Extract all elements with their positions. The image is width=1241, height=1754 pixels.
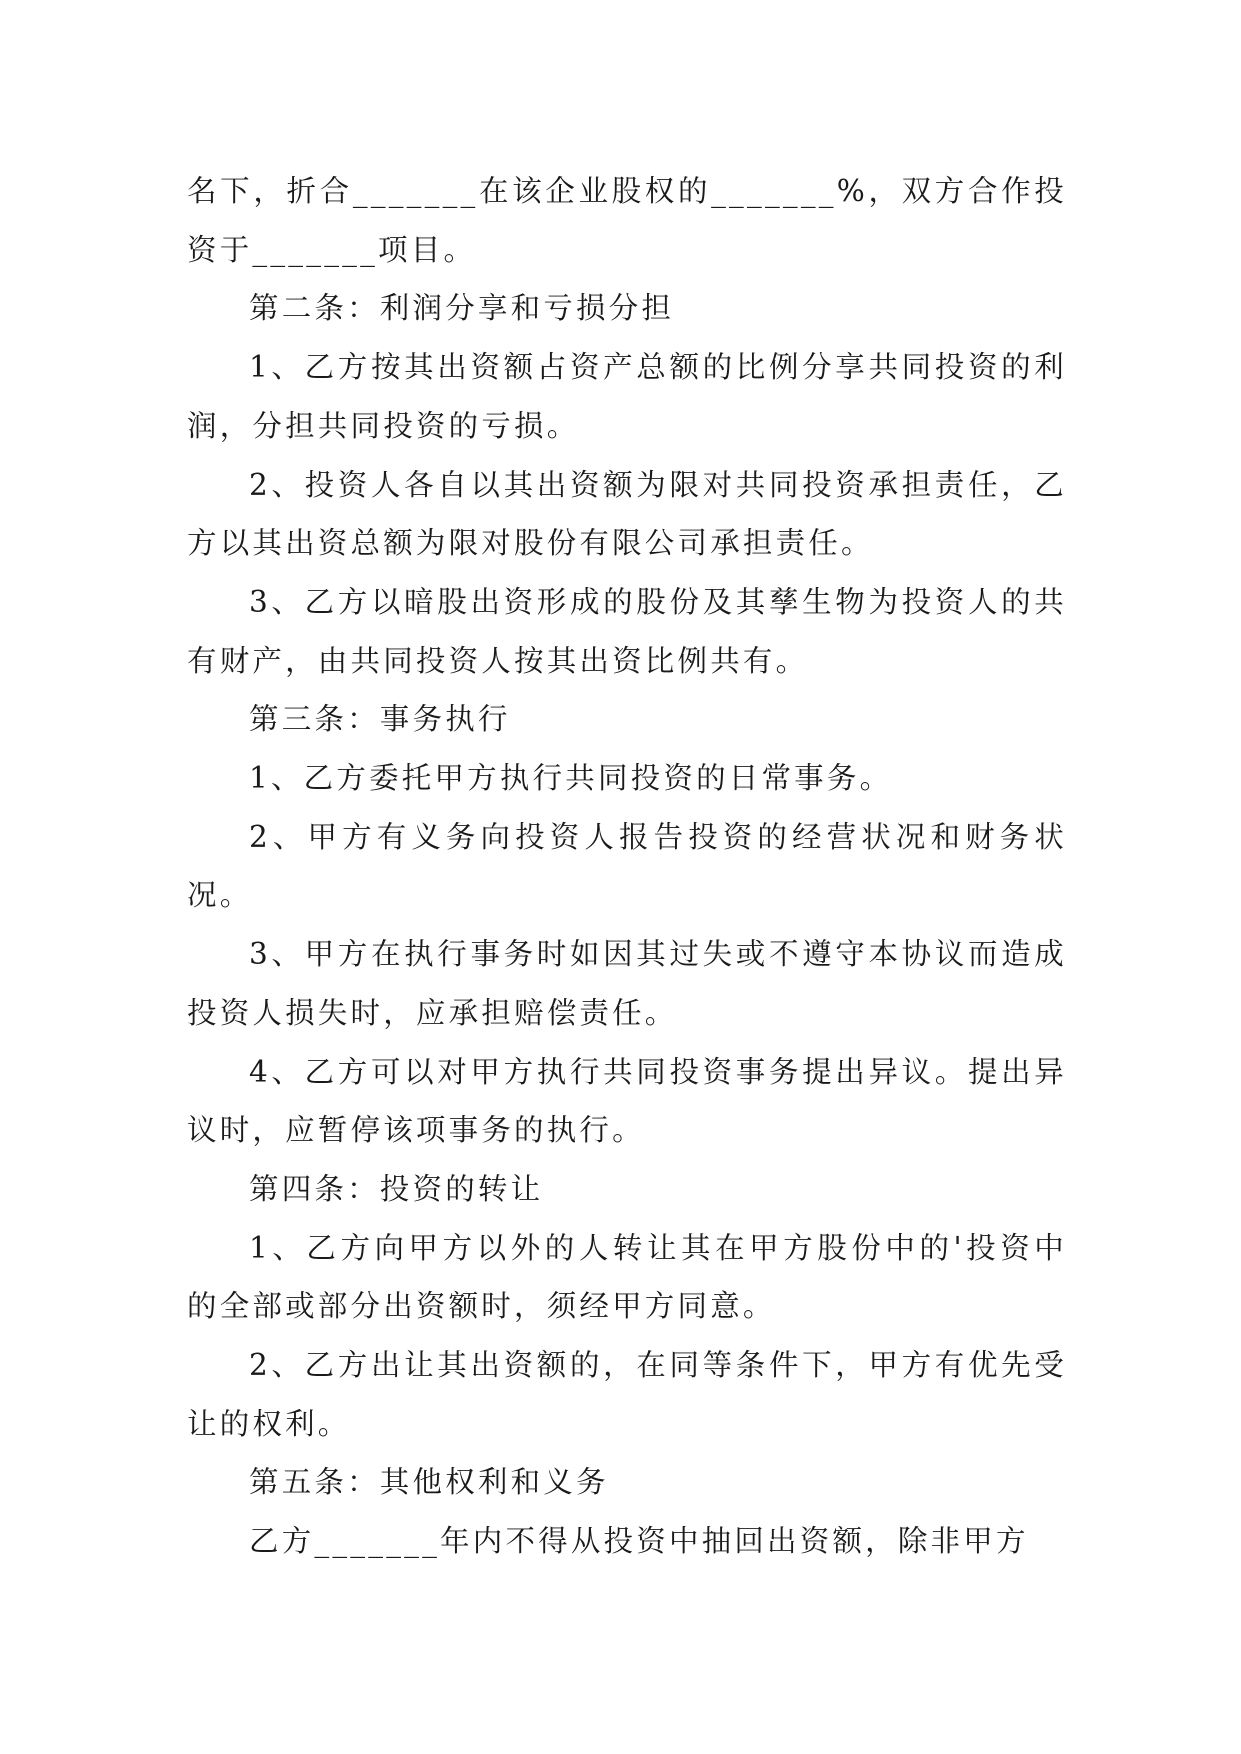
paragraph: 乙方_______年内不得从投资中抽回出资额，除非甲方 bbox=[249, 1524, 1029, 1559]
paragraph: 4、乙方可以对甲方执行共同投资事务提出异议。提出异议时，应暂停该项事务的执行。 bbox=[187, 1054, 1067, 1148]
paragraph: 2、乙方出让其出资额的，在同等条件下，甲方有优先受让的权利。 bbox=[187, 1348, 1067, 1441]
paragraph: 2、甲方有义务向投资人报告投资的经营状况和财务状况。 bbox=[187, 819, 1067, 913]
paragraph: 3、甲方在执行事务时如因其过失或不遵守本协议而造成投资人损失时，应承担赔偿责任。 bbox=[187, 937, 1067, 1030]
paragraph: 1、乙方委托甲方执行共同投资的日常事务。 bbox=[249, 761, 893, 796]
section-heading: 第三条：事务执行 bbox=[249, 702, 511, 737]
document-body bbox=[187, 162, 1067, 1571]
section-heading: 第五条：其他权利和义务 bbox=[249, 1465, 609, 1500]
section-heading: 第二条：利润分享和亏损分担 bbox=[249, 291, 675, 326]
section-heading: 第四条：投资的转让 bbox=[249, 1171, 544, 1206]
paragraph: 3、乙方以暗股出资形成的股份及其孳生物为投资人的共有财产，由共同投资人按其出资比例共有。 bbox=[187, 584, 1067, 678]
paragraph: 1、乙方向甲方以外的人转让其在甲方股份中的'投资中的全部或部分出资额时，须经甲方同意。 bbox=[187, 1230, 1067, 1324]
paragraph: 名下，折合_______在该企业股权的_______%，双方合作投资于_______项目。 bbox=[187, 174, 1067, 267]
paragraph: 1、乙方按其出资额占资产总额的比例分享共同投资的利润，分担共同投资的亏损。 bbox=[187, 350, 1067, 443]
paragraph: 2、投资人各自以其出资额为限对共同投资承担责任，乙方以其出资总额为限对股份有限公司承担责任。 bbox=[187, 467, 1067, 561]
